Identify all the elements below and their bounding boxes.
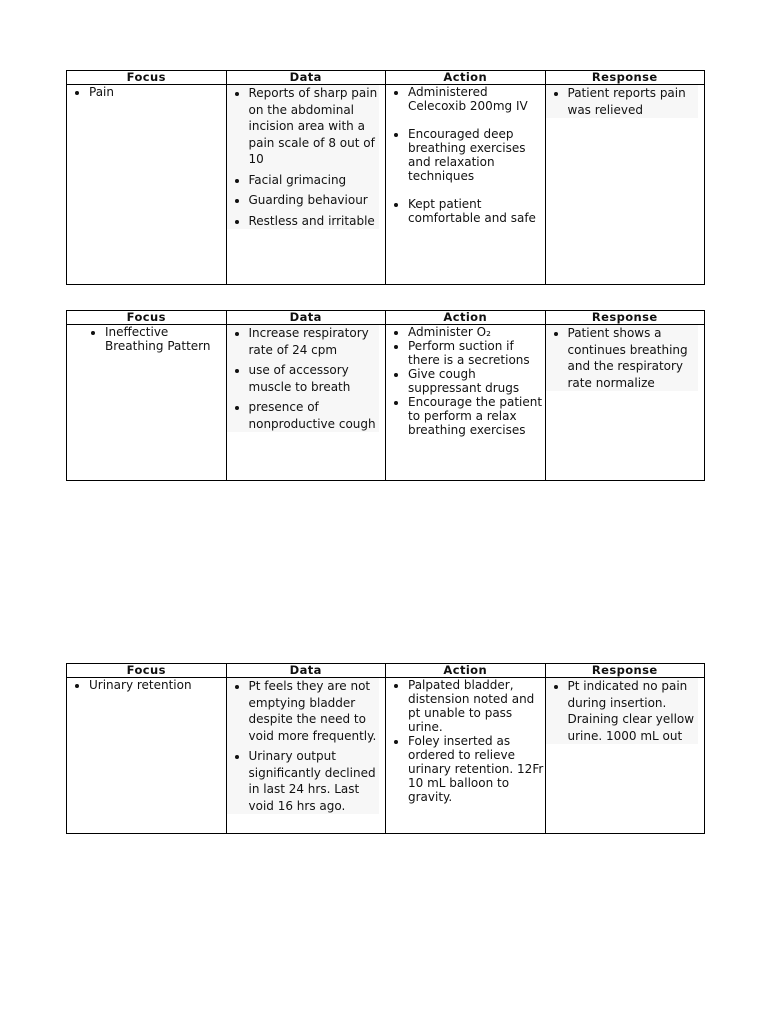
list-item: • Ineffective Breathing Pattern xyxy=(105,325,222,353)
header-focus: Focus xyxy=(67,311,227,325)
list-item: • Palpated bladder, distension noted and pt unable to pass urine. xyxy=(408,678,545,734)
fdar-table-urinary xyxy=(66,663,705,834)
focus-cell xyxy=(67,678,227,834)
header-response: Response xyxy=(545,71,705,85)
list-item: • Foley inserted as ordered to relieve urinary retention. 12Fr 10 mL balloon to gravity. xyxy=(408,734,545,804)
header-focus: Focus xyxy=(67,71,227,85)
header-row xyxy=(67,311,705,325)
list-item: • Administer O₂ xyxy=(408,325,545,339)
list-item: • Patient reports pain was relieved xyxy=(568,85,699,118)
response-cell xyxy=(545,85,705,285)
focus-cell xyxy=(67,325,227,481)
header-row xyxy=(67,664,705,678)
list-item: • Give cough suppressant drugs xyxy=(408,367,545,395)
list-item: • Kept patient comfortable and safe xyxy=(408,197,545,225)
header-response: Response xyxy=(545,664,705,678)
action-cell xyxy=(386,325,546,481)
list-item: • Pt indicated no pain during insertion. Draining clear yellow urine. 1000 mL out xyxy=(568,678,699,744)
list-item: • presence of nonproductive cough xyxy=(249,399,380,432)
list-item: • use of accessory muscle to breath xyxy=(249,362,380,395)
list-item: • Reports of sharp pain on the abdominal incision area with a pain scale of 8 out of 10 xyxy=(249,85,380,168)
list-item: • Facial grimacing xyxy=(249,172,380,189)
list-item: • Pain xyxy=(89,85,226,99)
header-response: Response xyxy=(545,311,705,325)
response-cell xyxy=(545,678,705,834)
table-row xyxy=(67,325,705,481)
list-item: • Administered Celecoxib 200mg IV xyxy=(408,85,545,113)
header-data: Data xyxy=(226,664,386,678)
list-item: • Patient shows a continues breathing and the respiratory rate normalize xyxy=(568,325,699,391)
fdar-table-pain xyxy=(66,70,705,285)
data-cell xyxy=(226,85,386,285)
focus-cell xyxy=(67,85,227,285)
table-row xyxy=(67,85,705,285)
header-action: Action xyxy=(386,664,546,678)
table-row xyxy=(67,678,705,834)
action-cell xyxy=(386,85,546,285)
header-action: Action xyxy=(386,311,546,325)
action-cell xyxy=(386,678,546,834)
header-focus: Focus xyxy=(67,664,227,678)
list-item: • Urinary output significantly declined in last 24 hrs. Last void 16 hrs ago. xyxy=(249,748,380,814)
list-item: • Encouraged deep breathing exercises and relaxation techniques xyxy=(408,127,545,183)
list-item: • Increase respiratory rate of 24 cpm xyxy=(249,325,380,358)
response-cell xyxy=(545,325,705,481)
header-data: Data xyxy=(226,71,386,85)
header-action: Action xyxy=(386,71,546,85)
list-item: • Guarding behaviour xyxy=(249,192,380,209)
header-data: Data xyxy=(226,311,386,325)
list-item: • Encourage the patient to perform a relax breathing exercises xyxy=(408,395,545,437)
data-cell xyxy=(226,325,386,481)
header-row xyxy=(67,71,705,85)
list-item: • Pt feels they are not emptying bladder despite the need to void more frequently. xyxy=(249,678,380,744)
list-item: • Urinary retention xyxy=(89,678,226,692)
list-item: • Restless and irritable xyxy=(249,213,380,230)
fdar-table-breathing xyxy=(66,310,705,481)
list-item: • Perform suction if there is a secretions xyxy=(408,339,545,367)
data-cell xyxy=(226,678,386,834)
